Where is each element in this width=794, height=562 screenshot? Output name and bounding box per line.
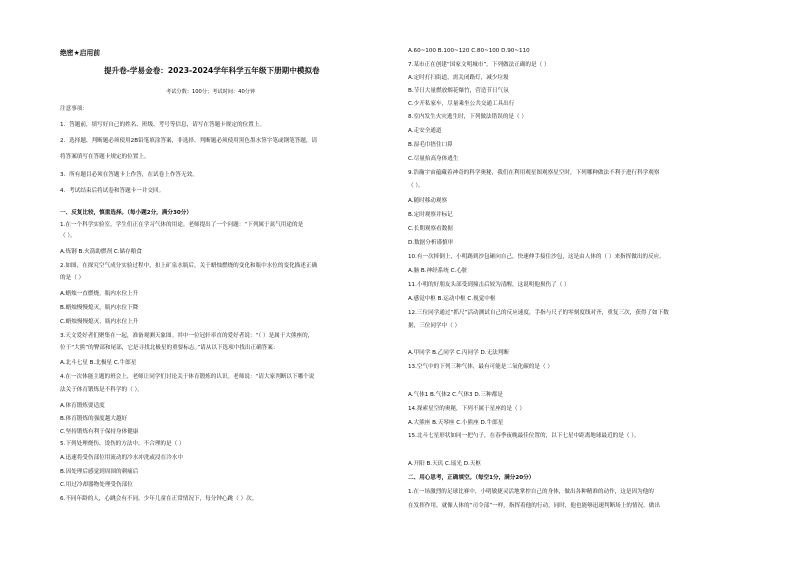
question-line: 1.在一个科学实验室，学生们正在学习气体的用途。老师提出了一个问题：“下列属于氮气用途的是: [60, 222, 304, 228]
question-line: 10.有一次摔倒上，小明踢到沙包砸向自己，快速伸手接住沙包，这是由人体的（ ）来指挥做出的反应。: [408, 254, 665, 260]
note-line: 1．答题前，填写好自己的姓名、班级、考号等信息，请写在答题卡规定的位置上。: [60, 122, 265, 128]
option-line: A.感觉中枢 B.运动中枢 C.视觉中枢: [408, 296, 496, 302]
option-line: B.体育锻炼的强度越大越好: [60, 416, 128, 422]
option-line: A.甲同学 B.乙同学 C.丙同学 D.无法判断: [408, 350, 509, 356]
option-line: C.尽量抬高身体逃生: [408, 156, 459, 162]
option-line: D.数据分析谨慎审: [408, 240, 454, 246]
question-line: 7.某市正在创建“国家文明城市”。下列做法正确的是（ ）: [408, 62, 550, 68]
question-line: 1.在一场激烈的足球比赛中，小明敏捷灵活地掌控自己的身体，做出各种精准的动作，这是因为他的: [408, 489, 654, 495]
question-line: 11.小明的好朋友头部受到撞击后较为清醒，这说明他损伤了（ ）: [408, 282, 570, 288]
question-line: 9.浩瀚宇宙蕴藏着神奇的科学奥秘，我们在利用观星图观察星空时，下列哪种做法不利于进行科学观察: [408, 170, 660, 176]
option-line: A.气体1 B.气体2 C.气体3 D.三种都是: [408, 392, 503, 398]
option-line: B.因处理后感觉到周围的刺痛后: [60, 469, 139, 475]
option-line: C.蜡烛慢慢熄灭，瓶内水位上升: [60, 319, 139, 325]
option-line: A.脑 B.神经系统 C.心脏: [408, 268, 468, 274]
question-line: 据，三位同学中（ ）: [408, 323, 461, 329]
option-line: C.少开私家车，尽量乘坐公共交通工具出行: [408, 101, 515, 107]
page-title: 提升卷-学易金卷：2023-2024学年科学五年级下册期中模拟卷: [104, 66, 320, 75]
option-line: A.开阳 B.天玑 C.瑶光 D.天枢: [408, 461, 481, 467]
note-line: 3．所有题目必须在答题卡上作答，在试卷上作答无效。: [60, 172, 198, 178]
question-line: 14.探索星空的奥秘，下列不属于星座的是（ ）: [408, 406, 525, 412]
option-line: A.体育锻炼要适度: [60, 403, 105, 409]
option-line: B.定时观察并标记: [408, 212, 453, 218]
option-line: A.60~100 B.100~120 C.80~100 D.90~110: [408, 48, 530, 54]
exam-meta: 考试分数：100分；考试时间：40分钟: [166, 89, 256, 95]
question-line: 15.北斗七星形状如同一把勺子，在春季夜晚最佳位置的，以下七星中距离地球最近的是（ ）。: [408, 433, 640, 439]
question-line: 8.室内发生火灾逃生时，下列做法错误的是（ ）: [408, 114, 527, 120]
question-line: （ ）。: [60, 233, 76, 239]
option-line: B.节日大量燃放烟花爆竹，营造节日气氛: [408, 88, 509, 94]
option-line: A.蜡烛一直燃烧，瓶内水位上升: [60, 291, 139, 297]
section-heading: 二、用心思考，正确填空。（每空1分，满分20分）: [408, 475, 535, 481]
secret-label: 绝密★启用前: [60, 49, 101, 57]
option-line: A.北斗七星 B.北极星 C.牛郎星: [60, 360, 137, 366]
question-line: 的是（ ）: [60, 275, 85, 281]
notes-heading: 注意事项：: [60, 106, 88, 112]
option-line: B.蜡烛慢慢熄灭，瓶内水位下降: [60, 305, 139, 311]
note-line: 4．考试结束后将试卷和答题卡一并交回。: [60, 188, 165, 194]
option-line: B.湿毛巾捂住口鼻: [408, 142, 453, 148]
note-line: 将答案填写在答题卡规定的位置上。: [60, 154, 150, 160]
option-line: C.长期观察看数据: [408, 226, 453, 232]
question-line: 12.三位同学通过“抓尺”活动测试自己的反应速度，手指与尺子的零刻度线对齐，重复三次，获得了如下数: [408, 310, 669, 316]
note-line: 2．选择题、判断题必须使用2B铅笔填涂答案，非选择、判断题必须使用黑色墨水签字笔或钢笔答题，请: [60, 138, 318, 144]
option-line: A.随时移动观察: [408, 198, 448, 204]
option-line: A.走安全通道: [408, 128, 442, 134]
question-line: （ ）。: [408, 183, 424, 189]
section-heading: 一、反复比较，慎重选择。（每小题2分，满分30分）: [60, 210, 192, 216]
option-line: C.坚持锻炼有利于保持身体健康: [60, 429, 139, 435]
option-line: A.炼钢 B.火箭助燃剂 C.储存粮食: [60, 249, 142, 255]
question-line: 位于“大熊”的臀部和尾部，它是寻找北极星的重要标志。”请从以下选项中找出正确答案：: [60, 345, 279, 351]
option-line: A.定时打扫街道，需关闭路灯，减少垃圾: [408, 75, 509, 81]
question-line: 13.空气中的下列三种气体，最有可能是二氧化碳的是（ ）: [408, 364, 553, 370]
question-line: 6.不同年龄的人，心跳会有不同。少年儿童在正常情况下，每分钟心跳（ ）次。: [60, 496, 258, 502]
question-line: 3.天文爱好者们聚集在一起，准备观测天象图。其中一位冠轩率直的爱好者说：“（ ）是属于大熊座的，: [60, 333, 314, 339]
option-line: A.大熊座 B.天琴座 C.小熊座 D.牛郎星: [408, 420, 504, 426]
question-line: 在发挥作用，就像人体的“司令部”一样，指挥着他的行动。同时，他也能够迅速判断场上的情况，做出: [408, 503, 660, 509]
question-line: 5.下列处理烧伤、烫伤的方法中，不合理的是（ ）: [60, 441, 185, 447]
option-line: C.用过冷却器物处理受伤部位: [60, 482, 133, 488]
option-line: A.迅速将受伤部位用流动的冷水冲洗或浸在冷水中: [60, 455, 183, 461]
question-line: 2.如图，在探究空气成分实验过程中，扣上矿泉水瓶后，关于蜡烛燃烧的变化和瓶中水位的变化描述正确: [60, 263, 318, 269]
question-line: 法关于体育锻炼是不科学的（ ）。: [60, 387, 143, 393]
question-line: 4.在一次体能主题的班会上，老师让同学们讨论关于体育锻炼的认识。老师说：“请大家判断以下哪个说: [60, 374, 315, 380]
